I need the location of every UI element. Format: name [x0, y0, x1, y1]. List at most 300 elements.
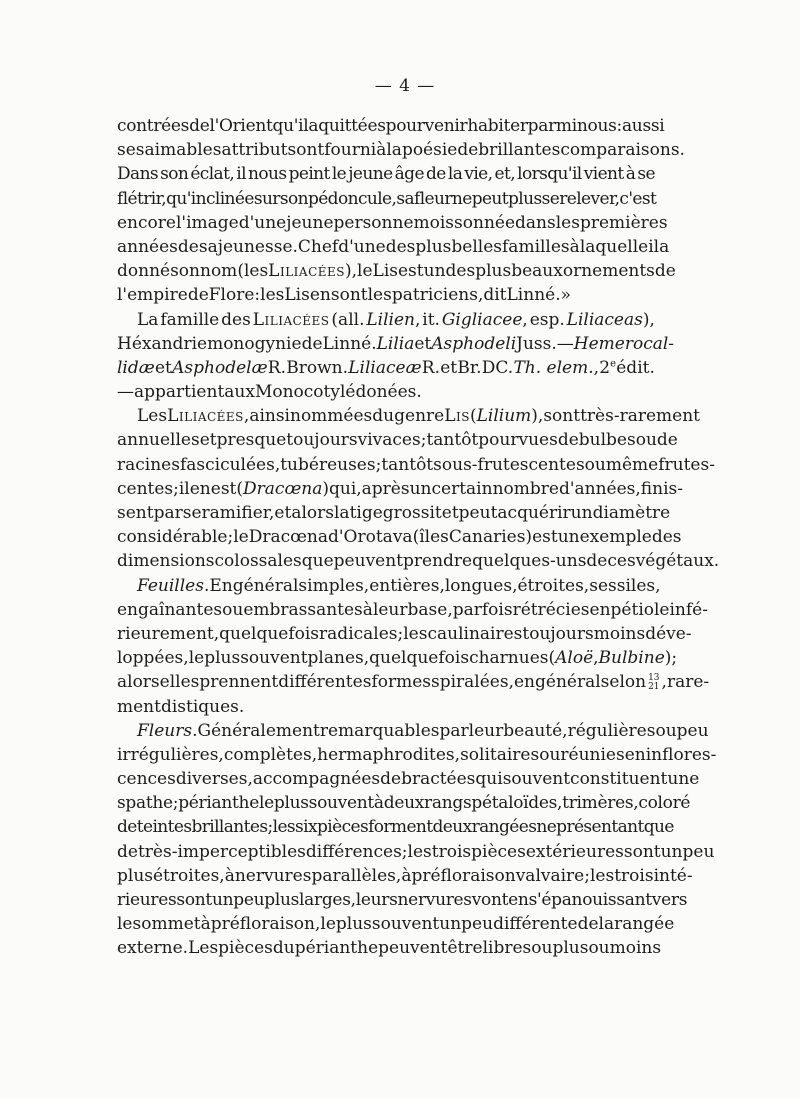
- word: Dans: [117, 164, 159, 185]
- word: différences;: [305, 841, 408, 862]
- word: différente: [493, 914, 578, 935]
- word: de: [426, 164, 446, 185]
- italic-term: Bulbine: [598, 648, 665, 669]
- word: un: [409, 478, 432, 499]
- word: s'épanouissant: [528, 890, 652, 910]
- text-line: [117, 477, 683, 501]
- word: la: [447, 164, 463, 185]
- word: brillantes;: [191, 817, 273, 838]
- text-line: [117, 211, 668, 235]
- word: de: [577, 914, 599, 935]
- word: un: [660, 841, 683, 862]
- word: un: [570, 503, 593, 523]
- word: vient: [583, 164, 624, 185]
- word: un: [557, 527, 580, 548]
- word: monogynie: [207, 333, 302, 354]
- word: leur: [372, 599, 408, 620]
- word: qui,: [328, 478, 362, 499]
- text-line: [117, 187, 655, 211]
- word: —: [556, 333, 574, 354]
- word: ou: [635, 430, 657, 451]
- word: hermaphrodites,: [317, 744, 461, 765]
- word: général: [535, 672, 601, 693]
- word: de: [189, 116, 210, 136]
- word: sont: [176, 890, 212, 910]
- word: aimables: [144, 140, 222, 161]
- word: rangs: [424, 793, 472, 814]
- word: Dracœna: [248, 527, 328, 548]
- word: les: [403, 623, 428, 644]
- word: donné: [117, 261, 171, 282]
- italic-term: Liliaceas: [566, 309, 643, 330]
- word: le: [188, 648, 205, 669]
- word: [431, 332, 516, 356]
- word: peut: [458, 503, 498, 523]
- word: pourvues: [478, 430, 558, 451]
- word: se: [637, 164, 655, 185]
- word: colossales: [214, 551, 302, 572]
- word: fasciculées,: [179, 454, 281, 475]
- word: [348, 356, 421, 380]
- word: tantôt: [426, 430, 479, 451]
- word: ment: [117, 696, 161, 717]
- word: Liliacées,: [167, 406, 250, 427]
- word: le: [117, 914, 133, 935]
- word: et: [414, 333, 432, 354]
- word: végétaux.: [635, 551, 720, 572]
- word: les: [367, 285, 392, 306]
- word: finis-: [640, 478, 683, 499]
- word: de: [117, 817, 137, 838]
- word: qu'inclinée: [166, 188, 254, 209]
- word: elles: [159, 672, 200, 693]
- word: DC.: [481, 357, 514, 378]
- word: 13 21 ,: [648, 672, 667, 693]
- text-line: [117, 114, 665, 138]
- text-line: [117, 138, 685, 162]
- text-line: [117, 622, 692, 646]
- word: prennent: [199, 672, 279, 693]
- word: a: [659, 236, 670, 257]
- word: jeune: [286, 212, 334, 233]
- word: poésie: [401, 140, 458, 161]
- word: radicales;: [319, 623, 404, 644]
- word: d'Orotava: [328, 527, 413, 548]
- word: six: [295, 817, 317, 838]
- italic-term: Asphodeli: [431, 333, 517, 354]
- word: de: [177, 236, 199, 257]
- word: a: [308, 116, 319, 136]
- word: un: [211, 890, 234, 910]
- paragraph: [117, 114, 685, 308]
- word: ou: [531, 938, 553, 959]
- word: souvent: [240, 648, 308, 669]
- word: de: [457, 140, 479, 161]
- small-caps-term: Liliacées: [252, 309, 330, 330]
- text-run: );: [664, 648, 678, 669]
- word: alors: [117, 672, 160, 693]
- word: En: [209, 575, 233, 596]
- word: [377, 332, 415, 356]
- word: vie,: [464, 164, 493, 185]
- word: [574, 332, 674, 356]
- text-line: [117, 453, 715, 477]
- word: Les: [137, 406, 168, 427]
- word: Th. elem.,: [513, 357, 600, 378]
- word: Flore: [208, 285, 255, 306]
- word: —: [117, 382, 134, 403]
- word: Lis: [284, 285, 310, 306]
- word: préfloraison,: [210, 914, 321, 935]
- word: rieures: [117, 890, 177, 910]
- word: étroites,: [153, 865, 225, 886]
- italic-term: Fleurs: [137, 720, 193, 741]
- word: pièces: [218, 938, 273, 959]
- word: Linné.: [322, 333, 377, 354]
- word: encore: [117, 212, 176, 233]
- phyllotaxis-fraction: 13 21: [648, 672, 660, 692]
- word: R.: [267, 357, 287, 378]
- word: âge: [394, 164, 424, 185]
- word: de: [656, 430, 678, 451]
- word: Chef: [297, 236, 339, 257]
- word: à: [373, 793, 384, 814]
- word: c'est: [619, 188, 657, 209]
- word: il: [648, 236, 660, 257]
- word: quelquefois: [369, 648, 470, 669]
- text-line: [117, 670, 710, 694]
- word: (Aloë,: [548, 648, 599, 669]
- text-run: ),: [642, 309, 655, 330]
- word: genre: [394, 406, 445, 427]
- text-line: [117, 549, 720, 573]
- word: pour: [385, 116, 425, 136]
- word: planes,: [307, 648, 370, 669]
- word: que: [643, 817, 674, 838]
- word: plus: [117, 865, 153, 886]
- word: en: [309, 285, 331, 306]
- text-line: [117, 743, 717, 767]
- word: spiralées,: [431, 672, 514, 693]
- word: périanthe: [178, 793, 259, 814]
- word: acquérir: [497, 503, 571, 523]
- word: l'image: [175, 212, 239, 233]
- word: aux: [224, 382, 255, 403]
- word: dimensions: [117, 551, 215, 572]
- word: :: [254, 285, 261, 306]
- word: valvaire;: [515, 865, 590, 886]
- word: Les: [188, 938, 219, 959]
- text-line: [117, 356, 655, 380]
- word: embrassantes: [243, 599, 363, 620]
- word: (Dracœna): [236, 478, 329, 499]
- text-line: [117, 719, 709, 743]
- word: général: [232, 575, 299, 596]
- word: en: [514, 672, 536, 693]
- italic-term: Hemerocal-: [573, 333, 675, 354]
- word: (Lilium),: [469, 406, 544, 427]
- word: [172, 356, 267, 380]
- text-line: [117, 162, 655, 186]
- word: de: [380, 769, 402, 790]
- word: pièces: [471, 841, 526, 862]
- word: qui: [475, 769, 503, 790]
- word: formes: [371, 672, 431, 693]
- word: la: [334, 503, 350, 523]
- word: son: [170, 261, 200, 282]
- word: ou: [222, 599, 244, 620]
- word: de: [117, 841, 138, 862]
- word: édit.: [616, 357, 655, 378]
- word: coloré: [638, 793, 691, 814]
- word: alors: [291, 503, 334, 523]
- word: entières,: [369, 575, 445, 596]
- word: le: [357, 261, 373, 282]
- word: du: [272, 938, 295, 959]
- word: l'empire: [117, 285, 188, 306]
- word: déve-: [645, 623, 692, 644]
- text-line: [117, 501, 671, 525]
- word: sur: [253, 188, 280, 209]
- word: le: [258, 793, 274, 814]
- word: étroites,: [517, 575, 590, 596]
- word: des: [385, 236, 416, 257]
- text-line: [117, 598, 708, 622]
- word: appartient: [134, 382, 225, 403]
- word: sont: [543, 406, 581, 427]
- word: sa: [396, 188, 414, 209]
- word: relever,: [559, 188, 620, 209]
- word: souvent: [502, 769, 571, 790]
- word: [444, 404, 470, 428]
- paragraph: [117, 574, 710, 719]
- word: belles: [451, 236, 503, 257]
- word: 2e: [599, 357, 617, 378]
- paragraph: [117, 719, 717, 961]
- word: Br.: [457, 357, 482, 378]
- italic-term: Lilium: [476, 406, 532, 427]
- word: dans: [515, 212, 556, 233]
- word: caulinaires: [427, 623, 523, 644]
- text-line: [117, 525, 682, 549]
- word: en: [624, 744, 646, 765]
- word: contrées: [117, 116, 190, 136]
- text-line: [117, 380, 655, 404]
- word: bulbes: [578, 430, 636, 451]
- word: rétrécies: [512, 599, 590, 620]
- word: plus: [552, 938, 589, 959]
- word: en: [508, 890, 529, 910]
- word: deux: [432, 817, 472, 838]
- word: Gigliacee,: [441, 309, 528, 330]
- word: Feuilles.: [137, 575, 210, 596]
- word: à: [569, 236, 580, 257]
- word: plus: [475, 261, 512, 282]
- small-caps-term: Lis: [444, 406, 470, 427]
- word: à: [376, 140, 387, 161]
- word: sa: [198, 236, 218, 257]
- word: et: [440, 357, 458, 378]
- text-line: [117, 235, 670, 259]
- word: de: [187, 285, 209, 306]
- word: loppées,: [117, 648, 189, 669]
- word: spathe;: [117, 793, 179, 814]
- word: le: [320, 914, 336, 935]
- word: Lis: [372, 261, 398, 282]
- word: peuvent: [333, 551, 404, 572]
- word: brillantes: [478, 140, 561, 161]
- word: flétrir,: [117, 188, 167, 209]
- text-line: [117, 840, 715, 864]
- word: souvent: [371, 914, 440, 935]
- word: sont: [623, 841, 661, 862]
- word: nous: [248, 164, 287, 185]
- text-line: [117, 936, 662, 960]
- word: leur: [468, 720, 504, 741]
- word: un: [423, 261, 446, 282]
- word: lorsqu'il: [517, 164, 582, 185]
- word: remarquables: [319, 720, 440, 741]
- word: parmi: [527, 116, 577, 136]
- word: presque: [216, 430, 287, 451]
- text-line: [117, 815, 674, 839]
- word: attributs: [221, 140, 297, 161]
- italic-term: Lilia: [376, 333, 415, 354]
- superscript: e: [610, 358, 617, 370]
- word: diverses,: [175, 769, 253, 790]
- word: est: [210, 478, 237, 499]
- word: être: [447, 938, 483, 959]
- italic-term: Aloë: [555, 648, 594, 669]
- word: beaux: [511, 261, 563, 282]
- word: ramifier,: [201, 503, 275, 523]
- word: habiter: [467, 116, 528, 136]
- word: toujours: [286, 430, 358, 451]
- word: et: [199, 430, 217, 451]
- word: :: [616, 116, 622, 136]
- word: jeunesse.: [217, 236, 298, 257]
- word: nervures: [234, 865, 312, 886]
- word: est: [532, 527, 558, 548]
- word: un: [439, 914, 462, 935]
- word: périanthe: [294, 938, 379, 959]
- text-line: [117, 791, 691, 815]
- word: moissonnée: [413, 212, 516, 233]
- word: Brown.: [286, 357, 349, 378]
- word: [117, 356, 155, 380]
- word: à: [401, 865, 412, 886]
- word: beauté,: [503, 720, 568, 741]
- word: peu: [682, 841, 715, 862]
- word: engaînantes: [117, 599, 223, 620]
- word: différentes: [278, 672, 372, 693]
- word: à: [224, 865, 235, 886]
- text-line: [117, 767, 700, 791]
- word: que: [301, 551, 334, 572]
- word: Héxandrie: [117, 333, 208, 354]
- word: à: [362, 599, 373, 620]
- word: vont: [471, 890, 509, 910]
- word: sommet: [132, 914, 201, 935]
- text-line: [117, 259, 676, 283]
- word: [599, 646, 678, 670]
- word: centes;: [117, 478, 179, 499]
- small-caps-term: Liliacées: [268, 261, 345, 282]
- word: nous: [576, 116, 617, 136]
- word: sont: [330, 285, 368, 306]
- word: peu: [676, 720, 709, 741]
- word: d'une: [238, 212, 287, 233]
- word: pétiole: [610, 599, 670, 620]
- word: vivaces;: [357, 430, 427, 451]
- word: ne: [536, 817, 557, 838]
- word: ces: [607, 551, 636, 572]
- body-text: [117, 114, 720, 961]
- italic-term: Dracœna: [243, 478, 323, 499]
- word: bractées: [401, 769, 476, 790]
- word: des: [651, 527, 682, 548]
- word: distiques.: [160, 696, 245, 717]
- italic-term: Th. elem.: [513, 357, 594, 378]
- word: forment: [368, 817, 433, 838]
- word: années: [117, 236, 178, 257]
- word: et,: [494, 164, 516, 185]
- word: longues,: [444, 575, 518, 596]
- word: teintes: [136, 817, 192, 838]
- word: charnues: [469, 648, 549, 669]
- word: rare-: [666, 672, 710, 693]
- word: patriciens,: [391, 285, 484, 306]
- word: grossit: [382, 503, 442, 523]
- word: selon: [600, 672, 647, 693]
- word: »: [560, 285, 572, 306]
- word: rieurement,: [117, 623, 220, 644]
- word: venir: [424, 116, 468, 136]
- word: personne: [333, 212, 414, 233]
- word: plus: [204, 648, 241, 669]
- word: par: [439, 720, 469, 741]
- word: plus: [508, 188, 542, 209]
- word: certain: [431, 478, 493, 499]
- word: éclat,: [190, 164, 235, 185]
- word: irrégulières,: [117, 744, 224, 765]
- word: des: [445, 261, 476, 282]
- word: de: [586, 551, 608, 572]
- word: l'Orient: [209, 116, 273, 136]
- word: peint: [288, 164, 330, 185]
- word: Lilien,: [366, 309, 421, 330]
- word: (les: [237, 261, 269, 282]
- word: quelquefois: [219, 623, 320, 644]
- word: il: [236, 164, 246, 185]
- word: les: [555, 212, 580, 233]
- word: diamètre: [592, 503, 671, 523]
- small-caps-term: Liliacées: [167, 406, 244, 427]
- word: ne: [451, 188, 472, 209]
- word: et: [441, 503, 459, 523]
- word: peut: [471, 188, 509, 209]
- word: (all.: [331, 309, 365, 330]
- word: d'une: [338, 236, 386, 257]
- word: la: [598, 914, 615, 935]
- word: ses: [117, 140, 145, 161]
- text-line: [117, 864, 693, 888]
- word: ou: [588, 938, 610, 959]
- word: leurs: [355, 890, 398, 910]
- word: aussi: [621, 116, 665, 136]
- word: famille: [160, 309, 220, 330]
- word: réunies: [560, 744, 625, 765]
